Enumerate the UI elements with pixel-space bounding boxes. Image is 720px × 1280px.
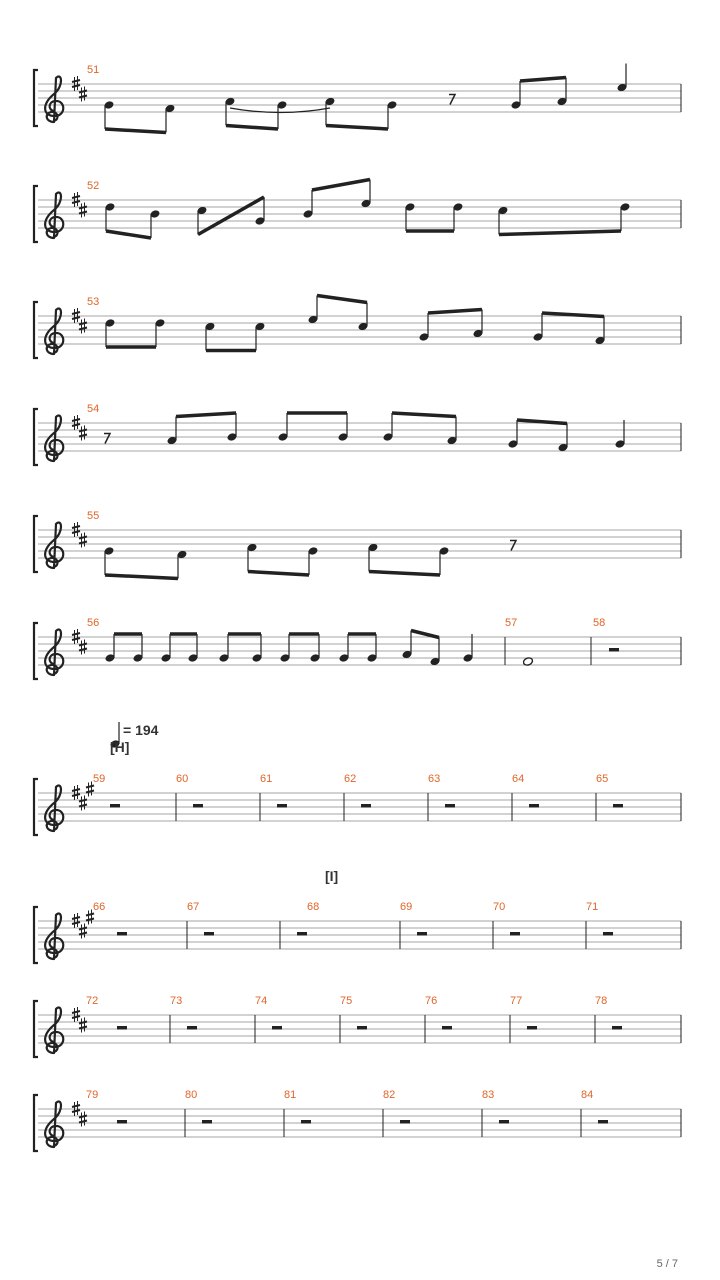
beam xyxy=(428,310,482,314)
half-rest xyxy=(445,804,455,808)
measure-number: 56 xyxy=(87,617,100,629)
note xyxy=(557,78,568,107)
sharp-bar xyxy=(72,312,80,314)
sharp-bar xyxy=(79,435,87,437)
beam xyxy=(369,572,440,576)
sharp-bar xyxy=(79,805,87,807)
system-bracket xyxy=(34,186,38,242)
sharp-icon xyxy=(72,308,80,323)
note xyxy=(133,634,144,663)
treble-clef-icon xyxy=(45,1008,63,1053)
half-rest xyxy=(117,932,127,936)
half-rest xyxy=(361,804,371,808)
measure-number: 60 xyxy=(176,773,189,785)
note xyxy=(303,190,314,219)
measure-number: 67 xyxy=(187,901,200,913)
sharp-bar xyxy=(79,212,87,214)
note xyxy=(511,81,522,110)
rehearsal-mark-i: [I] xyxy=(325,868,339,884)
half-rest xyxy=(193,804,203,808)
sharp-bar xyxy=(79,1027,87,1029)
note xyxy=(405,202,416,231)
note xyxy=(361,180,372,209)
system-bracket xyxy=(34,623,38,679)
note xyxy=(339,634,350,663)
staff-system xyxy=(34,901,681,963)
sharp-bar xyxy=(72,1011,80,1013)
half-rest xyxy=(603,932,613,936)
sharp-bar xyxy=(72,1016,80,1018)
beam xyxy=(248,572,309,576)
staff-system xyxy=(34,617,681,679)
measure-number: 64 xyxy=(512,773,525,785)
sharp-bar xyxy=(72,1105,80,1107)
measure-number: 57 xyxy=(505,617,518,629)
treble-clef-icon xyxy=(45,416,63,461)
note xyxy=(104,100,115,129)
sharp-bar xyxy=(79,649,87,651)
note xyxy=(498,206,509,235)
sharp-bar xyxy=(72,196,80,198)
measure-number: 65 xyxy=(596,773,609,785)
sharp-bar xyxy=(86,791,94,793)
sharp-bar xyxy=(72,526,80,528)
measure-number: 68 xyxy=(307,901,320,913)
measure-number: 63 xyxy=(428,773,441,785)
note xyxy=(105,634,116,663)
rehearsal-mark-h: [H] xyxy=(110,739,130,755)
half-rest xyxy=(117,1026,127,1030)
note xyxy=(308,546,319,575)
measure-number: 81 xyxy=(284,1089,297,1101)
system-bracket xyxy=(34,1095,38,1151)
sharp-bar xyxy=(72,317,80,319)
measure-number: 84 xyxy=(581,1089,594,1101)
note xyxy=(430,638,441,667)
beam xyxy=(105,129,166,133)
sharp-icon xyxy=(72,522,80,537)
note xyxy=(447,417,458,446)
note xyxy=(188,634,199,663)
note xyxy=(105,202,116,231)
measure-number: 76 xyxy=(425,995,438,1007)
note xyxy=(358,303,369,332)
note xyxy=(508,420,519,449)
sharp-bar xyxy=(72,789,80,791)
sharp-bar xyxy=(79,96,87,98)
eighth-rest xyxy=(449,95,455,105)
note xyxy=(167,417,178,446)
sharp-bar xyxy=(79,933,87,935)
page-number: 5 / 7 xyxy=(656,1258,678,1270)
beam xyxy=(312,180,370,191)
staff-system xyxy=(34,64,681,133)
measure-number: 54 xyxy=(87,403,100,415)
system-bracket xyxy=(34,1001,38,1057)
measure-number: 51 xyxy=(87,64,100,76)
sharp-bar xyxy=(72,917,80,919)
note xyxy=(325,97,336,126)
sharp-bar xyxy=(72,424,80,426)
note xyxy=(280,634,291,663)
beam xyxy=(106,231,151,238)
beam xyxy=(105,575,178,579)
eighth-rest xyxy=(510,541,516,551)
staff-system xyxy=(34,773,681,835)
note xyxy=(338,413,349,442)
system-bracket xyxy=(34,70,38,126)
sharp-icon xyxy=(79,924,87,939)
note xyxy=(383,413,394,442)
staff-system xyxy=(34,510,681,579)
treble-clef-icon xyxy=(45,914,63,959)
sharp-bar xyxy=(72,85,80,87)
system-bracket xyxy=(34,409,38,465)
half-rest xyxy=(417,932,427,936)
note xyxy=(161,634,172,663)
beam xyxy=(520,78,566,82)
measure-number: 77 xyxy=(510,995,523,1007)
beam xyxy=(392,413,456,417)
note xyxy=(620,202,631,231)
note xyxy=(558,424,569,453)
note xyxy=(277,100,288,129)
sharp-icon xyxy=(72,76,80,91)
note xyxy=(463,634,474,663)
note xyxy=(367,634,378,663)
sharp-bar xyxy=(86,914,94,916)
beam xyxy=(317,296,367,303)
measure-number: 62 xyxy=(344,773,357,785)
sharp-bar xyxy=(86,919,94,921)
note xyxy=(615,420,626,449)
treble-clef-icon xyxy=(45,77,63,122)
half-rest xyxy=(277,804,287,808)
note xyxy=(419,313,430,342)
sharp-icon xyxy=(72,629,80,644)
sharp-icon xyxy=(72,415,80,430)
measure-number: 79 xyxy=(86,1089,99,1101)
half-rest xyxy=(301,1120,311,1124)
half-rest xyxy=(529,804,539,808)
sharp-bar xyxy=(79,542,87,544)
system-bracket xyxy=(34,516,38,572)
beam xyxy=(226,126,278,130)
treble-clef-icon xyxy=(45,309,63,354)
sharp-icon xyxy=(79,426,87,441)
staff-system xyxy=(34,995,681,1057)
measure-number: 70 xyxy=(493,901,506,913)
treble-clef-icon xyxy=(45,193,63,238)
sharp-bar xyxy=(79,328,87,330)
half-rest xyxy=(442,1026,452,1030)
note xyxy=(205,322,216,351)
note xyxy=(308,296,319,325)
note xyxy=(278,413,289,442)
half-rest xyxy=(598,1120,608,1124)
sharp-icon xyxy=(79,533,87,548)
sharp-bar xyxy=(79,1121,87,1123)
note xyxy=(255,322,266,351)
treble-clef-icon xyxy=(45,786,63,831)
staff-system xyxy=(34,403,681,465)
sharp-bar xyxy=(72,80,80,82)
half-rest xyxy=(117,1120,127,1124)
sharp-bar xyxy=(72,531,80,533)
sharp-bar xyxy=(72,1110,80,1112)
half-rest xyxy=(510,932,520,936)
half-rest xyxy=(527,1026,537,1030)
staff-system xyxy=(34,1089,681,1151)
sharp-icon xyxy=(72,913,80,928)
measure-number: 82 xyxy=(383,1089,396,1101)
sharp-icon xyxy=(79,87,87,102)
note xyxy=(219,634,230,663)
sharp-icon xyxy=(72,785,80,800)
note xyxy=(177,550,188,579)
sharp-icon xyxy=(72,192,80,207)
system-bracket xyxy=(34,779,38,835)
staff-system xyxy=(34,296,681,359)
half-rest xyxy=(110,804,120,808)
note xyxy=(439,546,450,575)
note xyxy=(104,546,115,575)
sharp-icon xyxy=(79,1112,87,1127)
measure-number: 75 xyxy=(340,995,353,1007)
beam xyxy=(176,413,236,417)
measure-number: 78 xyxy=(595,995,608,1007)
treble-clef-icon xyxy=(45,1102,63,1147)
sharp-icon xyxy=(72,1007,80,1022)
measure-number: 53 xyxy=(87,296,100,308)
sharp-icon xyxy=(79,640,87,655)
note xyxy=(150,209,161,238)
note xyxy=(252,634,263,663)
half-rest xyxy=(202,1120,212,1124)
measure-number: 69 xyxy=(400,901,413,913)
measure-number: 61 xyxy=(260,773,273,785)
measure-number: 73 xyxy=(170,995,183,1007)
sharp-bar xyxy=(72,201,80,203)
half-rest xyxy=(499,1120,509,1124)
note xyxy=(247,543,258,572)
system-bracket xyxy=(34,907,38,963)
note xyxy=(473,310,484,339)
sharp-bar xyxy=(72,794,80,796)
sharp-icon xyxy=(79,1018,87,1033)
treble-clef-icon xyxy=(45,523,63,568)
beam xyxy=(411,631,439,638)
eighth-rest xyxy=(104,434,110,444)
sharp-bar xyxy=(86,786,94,788)
note xyxy=(595,317,606,346)
sharp-bar xyxy=(72,633,80,635)
note xyxy=(453,202,464,231)
staff-system xyxy=(34,180,681,243)
note xyxy=(155,318,166,347)
half-rest xyxy=(612,1026,622,1030)
measure-number: 66 xyxy=(93,901,106,913)
note xyxy=(368,543,379,572)
sharp-icon xyxy=(79,319,87,334)
note xyxy=(165,104,176,133)
sharp-icon xyxy=(72,1101,80,1116)
note xyxy=(387,100,398,129)
beam xyxy=(198,197,264,235)
measure-number: 83 xyxy=(482,1089,495,1101)
sharp-bar xyxy=(72,419,80,421)
note xyxy=(225,97,236,126)
note xyxy=(105,318,116,347)
half-rest xyxy=(272,1026,282,1030)
note xyxy=(617,64,628,93)
note xyxy=(533,313,544,342)
measure-number: 71 xyxy=(586,901,599,913)
measure-number: 52 xyxy=(87,180,100,192)
tempo-label: = 194 xyxy=(123,722,159,738)
measure-number: 74 xyxy=(255,995,268,1007)
treble-clef-icon xyxy=(45,630,63,675)
system-bracket xyxy=(34,302,38,358)
sharp-icon xyxy=(79,203,87,218)
half-rest xyxy=(609,648,619,652)
half-rest xyxy=(357,1026,367,1030)
beam xyxy=(326,126,388,130)
note xyxy=(227,413,238,442)
half-rest xyxy=(613,804,623,808)
note xyxy=(310,634,321,663)
half-rest xyxy=(400,1120,410,1124)
sharp-bar xyxy=(72,922,80,924)
measure-number: 59 xyxy=(93,773,106,785)
note xyxy=(402,631,413,660)
measure-number: 72 xyxy=(86,995,99,1007)
half-rest xyxy=(204,932,214,936)
half-rest xyxy=(187,1026,197,1030)
beam xyxy=(499,231,621,235)
measure-number: 55 xyxy=(87,510,100,522)
sharp-bar xyxy=(72,638,80,640)
sharp-icon xyxy=(79,796,87,811)
measure-number: 58 xyxy=(593,617,606,629)
half-rest xyxy=(297,932,307,936)
measure-number: 80 xyxy=(185,1089,198,1101)
